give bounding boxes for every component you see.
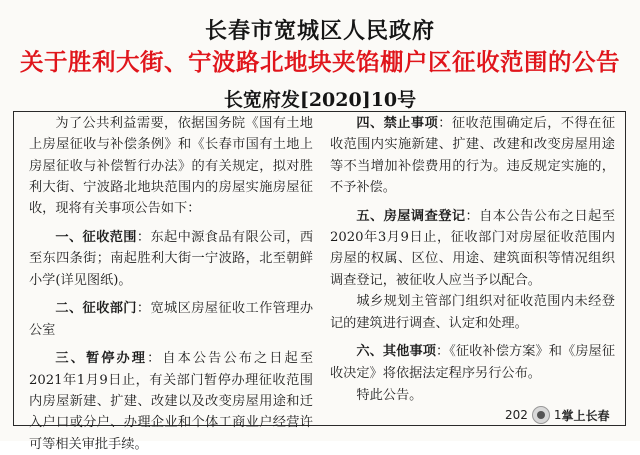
watermark-logo-icon <box>532 406 550 424</box>
item-text: 城乡规划主管部门组织对征收范围内未经登记的建筑进行调查、认定和处理。 <box>330 294 615 331</box>
item-heading: 一、征收范围 <box>55 229 137 245</box>
item-text: 特此公告。 <box>356 387 423 403</box>
item-suspension <box>29 348 313 454</box>
item-heading: 三、暂停办理 <box>55 351 148 367</box>
item-text: ：宽城区房屋征收工作管理办公室 <box>29 301 314 338</box>
item-text: ：自本公告公布之日起至2021年1月9日止，有关部门暂停办理征收范围内房屋新建、扩建、改建以及改变房屋用途和迁入户口或分户、办理企业和个体工商业户经营许可等相关审批手续。 <box>29 351 314 452</box>
footer-date-2: 1 <box>553 408 562 422</box>
item-survey-registration <box>330 206 615 291</box>
left-column <box>29 113 313 455</box>
item-prohibitions <box>330 113 615 198</box>
item-collection-scope <box>29 227 313 291</box>
item-text: ：自本公告公布之日起至2020年3月9日止，征收部门对房屋征收范围内房屋的权属、区位、用途、建筑面积等情况组织调查登记，被征收人应当予以配合。 <box>330 208 616 288</box>
footer-watermark <box>505 406 610 424</box>
item-text: ：《征收补偿方案》和《房屋征收决定》将依据法定程序另行公布。 <box>330 344 616 381</box>
item-other-matters <box>330 341 615 384</box>
watermark-text: 掌上长春 <box>561 408 610 423</box>
item-planning-note <box>330 291 615 334</box>
notice-title: 关于胜利大街、宁波路北地块夹馅棚户区征收范围的公告 <box>20 48 620 76</box>
item-heading: 二、征收部门 <box>55 301 137 317</box>
item-heading: 六、其他事项 <box>356 344 436 360</box>
document-number: 长宽府发[2020]10号 <box>223 89 417 111</box>
item-heading: 四、禁止事项 <box>356 116 439 131</box>
item-collection-department <box>29 298 313 341</box>
closing-line <box>330 385 615 406</box>
item-text: ：征收范围确定后，不得在征收范围内实施新建、扩建、改建和改变房屋用途等不当增加补偿费用的行为。违反规定实施的，不予补偿。 <box>330 116 616 195</box>
item-heading: 五、房屋调查登记 <box>356 208 466 224</box>
right-column <box>330 113 615 406</box>
issuer-title: 长春市宽城区人民政府 <box>204 18 435 44</box>
footer-date: 202 <box>505 408 528 422</box>
intro-paragraph: 为了公共利益需要，依据国务院《国有土地上房屋征收与补偿条例》和《长春市国有土地上房屋征收与补偿暂行办法》的有关规定，拟对胜利大街、宁波路北地块范围内的房屋实施房屋征收，现将有关事项公告如下： <box>29 116 313 217</box>
item-text: ：东起中源食品有限公司，西至东四条街；南起胜利大街一宁波路，北至朝鲜小学(详见图纸)。 <box>29 229 314 288</box>
